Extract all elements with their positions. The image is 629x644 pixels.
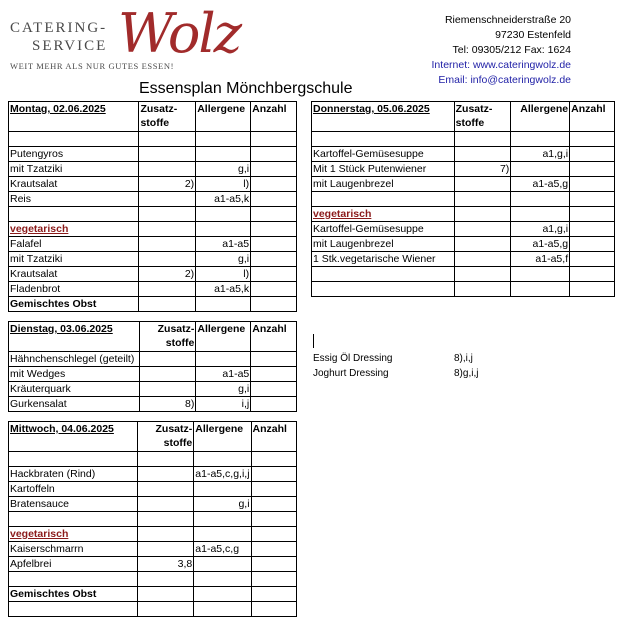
- logo-slogan: WEIT MEHR ALS NUR GUTES ESSEN!: [10, 61, 174, 71]
- veg-heading: vegetarisch: [9, 222, 297, 237]
- address-street: Riemenschneiderstraße 20: [444, 14, 571, 26]
- table-row: Apfelbrei 3,8: [9, 557, 297, 572]
- table-row: Mit 1 Stück Putenwiener 7): [312, 162, 615, 177]
- veg-heading: vegetarisch: [312, 207, 615, 222]
- table-row: Kaiserschmarrn a1-a5,c,g: [9, 542, 297, 557]
- menu-table-monday: [8, 101, 297, 312]
- table-row: Reis a1-a5,k: [9, 192, 297, 207]
- company-logo: [8, 2, 241, 78]
- address-phone: Tel: 09305/212 Fax: 1624: [452, 44, 571, 56]
- table-row: Fladenbrot a1-a5,k: [9, 282, 297, 297]
- menu-table-wednesday: Mittwoch, 04.06.2025 Zusatz- stoffe Allergene Anzahl Hackbraten (Rind) a1-a5,c,g,i,j Kartoffeln Bratensauce g,i vegetarisch Kaiserschmarrn a1-a5,c,g Apfelbrei 3,8 Gemischtes Obst: [8, 421, 297, 617]
- page-title: Essensplan Mönchbergschule: [139, 80, 353, 97]
- col-anzahl: Anzahl: [251, 102, 297, 132]
- table-row: mit Laugenbrezel a1-a5,g: [312, 177, 615, 192]
- menu-table-tuesday: Dienstag, 03.06.2025 Zusatz- stoffe Allergene Anzahl Hähnchenschlegel (geteilt) mit Wedges a1-a5 Kräuterquark g,i Gurkensalat 8) i,j: [8, 321, 297, 412]
- table-row: Gemischtes Obst: [9, 297, 297, 312]
- table-row: Krautsalat 2) l): [9, 267, 297, 282]
- table-row: Krautsalat 2) l): [9, 177, 297, 192]
- table-row: Kartoffel-Gemüsesuppe a1,g,i: [312, 147, 615, 162]
- table-row: Kartoffel-Gemüsesuppe a1,g,i: [312, 222, 615, 237]
- logo-script: Wolz: [118, 2, 241, 65]
- table-row: mit Laugenbrezel a1-a5,g: [312, 237, 615, 252]
- table-row: Falafel a1-a5: [9, 237, 297, 252]
- table-row: Kräuterquark g,i: [9, 382, 297, 397]
- company-address: [432, 13, 571, 88]
- list-item: Joghurt Dressing 8)g,i,j: [313, 368, 479, 379]
- col-allergene: Allergene: [196, 102, 251, 132]
- logo-line2: SERVICE: [32, 38, 108, 54]
- address-internet[interactable]: Internet: www.cateringwolz.de: [431, 59, 571, 71]
- table-row: mit Tzatziki g,i: [9, 252, 297, 267]
- table-row: mit Tzatziki g,i: [9, 162, 297, 177]
- col-zusatz: Zusatz- stoffe: [139, 102, 196, 132]
- table-row: Gemischtes Obst: [9, 587, 297, 602]
- text-cursor: [313, 334, 314, 348]
- dressing-list: [313, 351, 478, 381]
- table-row: Putengyros: [9, 147, 297, 162]
- table-row: Kartoffeln: [9, 482, 297, 497]
- table-row: Bratensauce g,i: [9, 497, 297, 512]
- address-city: 97230 Estenfeld: [495, 29, 571, 41]
- day-heading: Montag, 02.06.2025: [9, 102, 139, 132]
- table-row: Hähnchenschlegel (geteilt): [9, 352, 297, 367]
- table-row: mit Wedges a1-a5: [9, 367, 297, 382]
- table-row: 1 Stk.vegetarische Wiener a1-a5,f: [312, 252, 615, 267]
- logo-line1: CATERING-: [10, 20, 108, 36]
- table-row: Gurkensalat 8) i,j: [9, 397, 297, 412]
- list-item: Essig Öl Dressing 8),i,j: [313, 353, 473, 364]
- menu-table-thursday: Donnerstag, 05.06.2025 Zusatz- stoffe Allergene Anzahl Kartoffel-Gemüsesuppe a1,g,i Mit 1 Stück Putenwiener 7) mit Laugenbrezel a1-a5,g vegetarisch Kartoffel-Gemüsesuppe a1,g,i mit Laugenbrezel a1-a5,g 1 Stk.vegetarische Wiener a1-a5,f: [311, 101, 615, 297]
- table-row: Hackbraten (Rind) a1-a5,c,g,i,j: [9, 467, 297, 482]
- veg-heading: vegetarisch: [9, 527, 297, 542]
- address-email[interactable]: Email: info@cateringwolz.de: [438, 74, 571, 86]
